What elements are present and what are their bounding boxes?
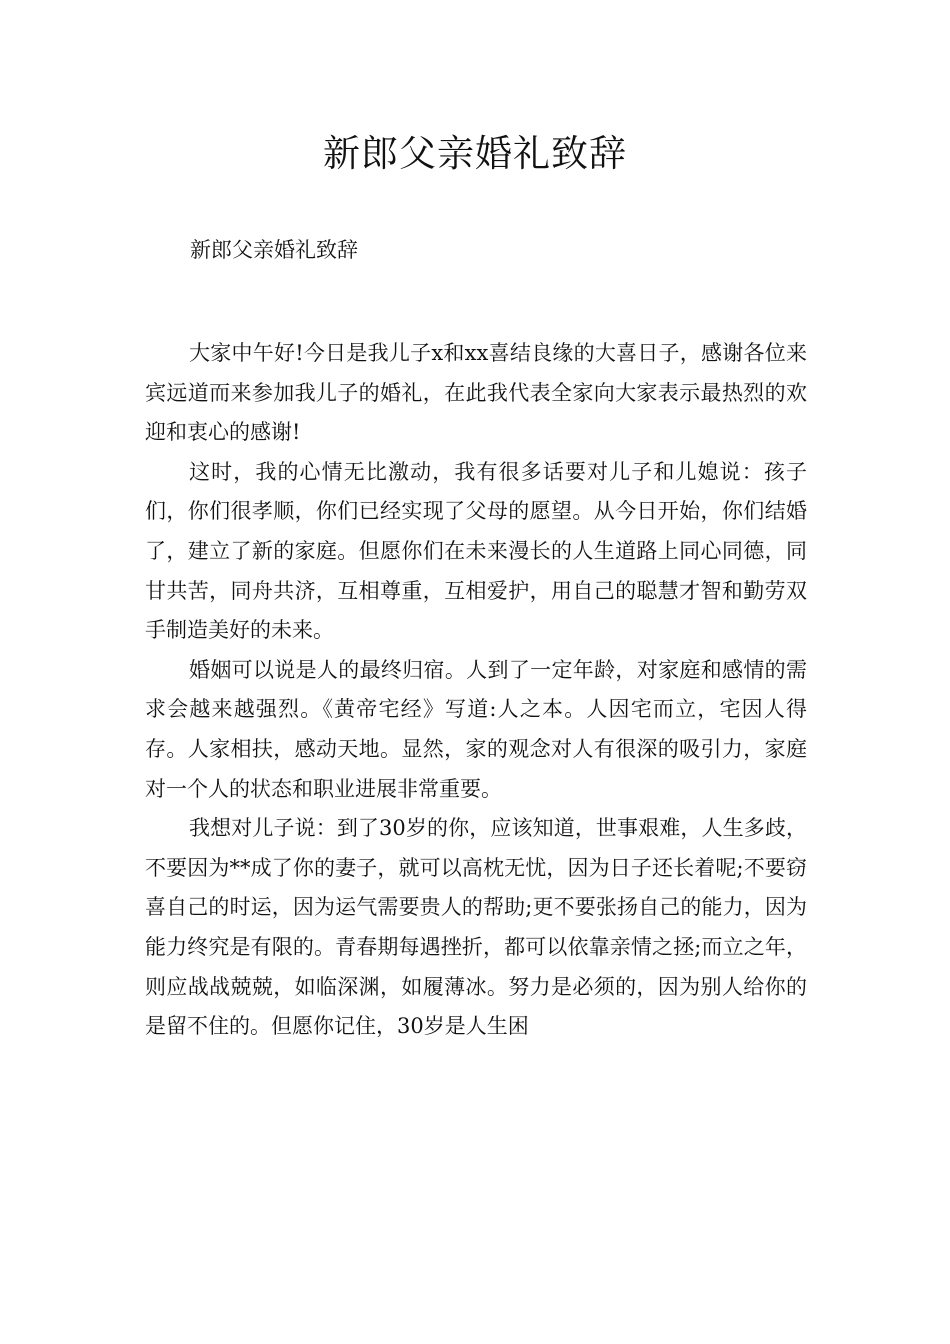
document-subtitle: 新郎父亲婚礼致辞 [190,238,358,262]
paragraph: 婚姻可以说是人的最终归宿。人到了一定年龄，对家庭和感情的需求会越来越强烈。《黄帝宅经》写道:人之本。人因宅而立，宅因人得存。人家相扶，感动天地。显然，家的观念对人有很深的吸引力，家庭对一个人的状态和职业进展非常重要。 [145,657,807,801]
paragraph: 这时，我的心情无比激动，我有很多话要对儿子和儿媳说：孩子们，你们很孝顺，你们已经实现了父母的愿望。从今日开始，你们结婚了，建立了新的家庭。但愿你们在未来漫长的人生道路上同心同德，同甘共苦，同舟共济，互相尊重，互相爱护，用自己的聪慧才智和勤劳双手制造美好的未来。 [145,459,807,643]
document-title: 新郎父亲婚礼致辞 [323,132,627,175]
paragraph: 大家中午好!今日是我儿子x和xx喜结良缘的大喜日子，感谢各位来宾远道而来参加我儿子的婚礼，在此我代表全家向大家表示最热烈的欢迎和衷心的感谢! [145,341,807,445]
paragraph: 我想对儿子说：到了30岁的你，应该知道，世事艰难，人生多歧，不要因为**成了你的妻子，就可以高枕无忧，因为日子还长着呢;不要窃喜自己的时运，因为运气需要贵人的帮助;更不要张扬自己的能力，因为能力终究是有限的。青春期每遇挫折，都可以依靠亲情之拯;而立之年，则应战战兢兢，如临深渊，如履薄冰。努力是必须的，因为别人给你的是留不住的。但愿你记住，30岁是人生困 [145,816,807,1039]
document-body [145,334,807,1047]
